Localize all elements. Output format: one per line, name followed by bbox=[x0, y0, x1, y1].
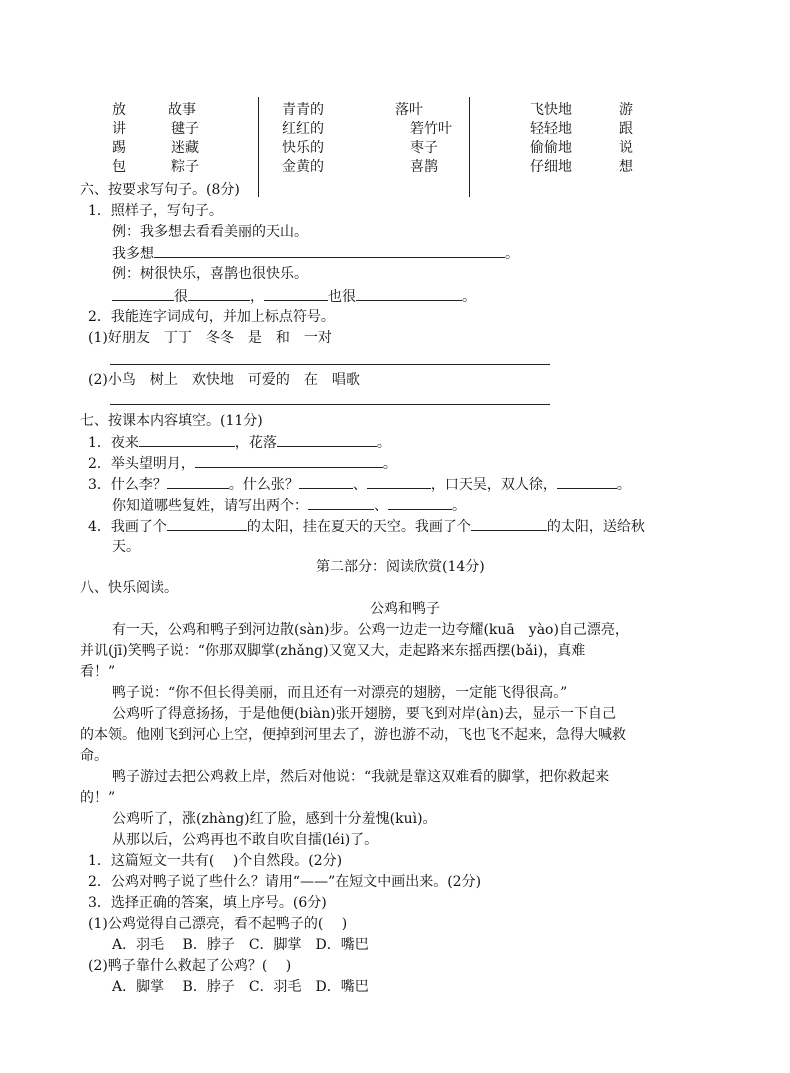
match-right-1: 故事 bbox=[168, 102, 196, 118]
sec7-q3-end: 。 bbox=[616, 477, 631, 493]
part-2-title: 第二部分：阅读欣赏(14分) bbox=[316, 559, 485, 575]
sec7-q3e-end: 。 bbox=[452, 498, 466, 514]
sec8-q3-1-options: A．羽毛 B．脖子 C．脚掌 D．嘴巴 bbox=[112, 937, 369, 953]
sec7-q2-end: 。 bbox=[382, 456, 397, 472]
match-noun-1: 落叶 bbox=[395, 102, 423, 118]
sec6-q2-words-1: (1)好朋友 丁丁 冬冬 是 和 一对 bbox=[88, 330, 332, 346]
sec6-fill2-end: 。 bbox=[462, 289, 476, 305]
match-left-4: 包 bbox=[112, 159, 126, 175]
story-p3-l2: 的本领。他刚飞到河心上空，便掉到河里去了，游也游不动，飞也飞不起来，急得大喊救 bbox=[80, 727, 626, 743]
sec7-q4 bbox=[88, 516, 645, 537]
match-verb-3: 说 bbox=[619, 140, 633, 156]
sec7-q3-c: 、 bbox=[352, 477, 367, 493]
sec6-fill1-end: 。 bbox=[505, 246, 519, 262]
sec7-q4-end: 天。 bbox=[112, 539, 140, 555]
sec7-q1-b: ，花落 bbox=[234, 435, 277, 451]
sec7-q1 bbox=[88, 432, 391, 453]
answer-line-1[interactable] bbox=[110, 364, 550, 365]
answer-blank-5[interactable] bbox=[195, 453, 383, 468]
sec8-q3: 3．选择正确的答案，填上序号。(6分) bbox=[88, 895, 327, 911]
table-divider-2 bbox=[469, 97, 470, 197]
answer-blank-1[interactable] bbox=[154, 243, 505, 258]
story-p5: 公鸡听了，涨(zhàng)红了脸，感到十分羞愧(kuì)。 bbox=[112, 811, 437, 827]
sec7-q1-end: 。 bbox=[376, 435, 391, 451]
sec6-q1: 1．照样子，写句子。 bbox=[88, 203, 223, 219]
sec6-comma: ， bbox=[250, 289, 264, 305]
answer-blank-13[interactable] bbox=[471, 516, 547, 531]
sec7-q4-b: 的太阳，挂在夏天的天空。我画了个 bbox=[246, 519, 471, 535]
sec6-example-2: 例：树很快乐，喜鹊也很快乐。 bbox=[112, 266, 308, 282]
answer-blank-8[interactable] bbox=[367, 474, 431, 489]
answer-blank-2d[interactable] bbox=[356, 286, 462, 301]
match-adv-4: 仔细地 bbox=[530, 159, 572, 175]
match-verb-2: 跟 bbox=[619, 121, 633, 137]
sec7-q3-b: 。什么张？ bbox=[228, 477, 299, 493]
story-p2: 鸭子说：“你不但长得美丽，而且还有一对漂亮的翅膀，一定能飞得很高。” bbox=[112, 685, 568, 701]
answer-blank-2c[interactable] bbox=[264, 286, 328, 301]
story-p6: 从那以后，公鸡再也不敢自吹自擂(léi)了。 bbox=[112, 832, 379, 848]
match-verb-4: 想 bbox=[619, 159, 633, 175]
answer-blank-2a[interactable] bbox=[112, 286, 174, 301]
match-adj-1: 青青的 bbox=[282, 102, 324, 118]
sec8-q3-2: (2)鸭子靠什么救起了公鸡？( ) bbox=[88, 958, 292, 974]
sec6-fill-1 bbox=[112, 243, 519, 264]
story-p1-l3: 看！” bbox=[80, 664, 116, 680]
answer-blank-2b[interactable] bbox=[188, 286, 250, 301]
answer-blank-11[interactable] bbox=[388, 495, 452, 510]
sec7-q3-sep: 、 bbox=[374, 498, 388, 514]
story-p1-l2: 并讥(jī)笑鸭子说：“你那双脚掌(zhǎng)又宽又大，走起路来东摇西摆(bǎi)，真难 bbox=[80, 643, 586, 659]
story-p3-l3: 命。 bbox=[80, 748, 108, 764]
sec6-fill-2 bbox=[112, 286, 476, 307]
section-7-title: 七、按课本内容填空。(11分) bbox=[80, 413, 263, 429]
story-p4-l1: 鸭子游过去把公鸡救上岸，然后对他说：“我就是靠这双难看的脚掌，把你救起来 bbox=[112, 769, 610, 785]
sec6-example-1: 例：我多想去看看美丽的天山。 bbox=[112, 224, 308, 240]
match-adj-3: 快乐的 bbox=[282, 140, 324, 156]
match-right-2: 毽子 bbox=[171, 121, 199, 137]
sec7-q3-a: 3．什么李？ bbox=[88, 477, 167, 493]
story-p3-l1: 公鸡听了得意扬扬，于是他便(biàn)张开翅膀，要飞到对岸(àn)去，显示一下自己 bbox=[112, 706, 617, 722]
sec7-q3-surnames bbox=[112, 495, 466, 516]
answer-blank-9[interactable] bbox=[557, 474, 617, 489]
sec7-q2 bbox=[88, 453, 397, 474]
section-6-title: 六、按要求写句子。(8分) bbox=[80, 182, 240, 198]
sec7-q3-d: ，口天吴，双人徐， bbox=[430, 477, 557, 493]
story-title: 公鸡和鸭子 bbox=[370, 601, 440, 617]
answer-blank-4[interactable] bbox=[277, 432, 377, 447]
sec7-q4-c: 的太阳，送给秋 bbox=[546, 519, 645, 535]
match-adv-3: 偷偷地 bbox=[530, 140, 572, 156]
sec6-q2: 2．我能连字词成句，并加上标点符号。 bbox=[88, 309, 335, 325]
sec7-q2-a: 2．举头望明月， bbox=[88, 456, 195, 472]
match-right-4: 粽子 bbox=[171, 159, 199, 175]
match-noun-4: 喜鹊 bbox=[410, 159, 438, 175]
sec8-q1: 1．这篇短文一共有( )个自然段。(2分) bbox=[88, 853, 343, 869]
match-adv-2: 轻轻地 bbox=[530, 121, 572, 137]
answer-line-2[interactable] bbox=[110, 404, 550, 405]
match-left-2: 讲 bbox=[112, 121, 126, 137]
match-noun-2: 箬竹叶 bbox=[410, 121, 452, 137]
sec8-q2: 2．公鸡对鸭子说了些什么？请用“——”在短文中画出来。(2分) bbox=[88, 874, 482, 890]
sec8-q3-1: (1)公鸡觉得自己漂亮，看不起鸭子的( ) bbox=[88, 916, 348, 932]
match-adj-2: 红红的 bbox=[282, 121, 324, 137]
sec6-yehen: 也很 bbox=[328, 289, 356, 305]
answer-blank-3[interactable] bbox=[139, 432, 235, 447]
match-right-3: 迷藏 bbox=[171, 140, 199, 156]
sec7-q3 bbox=[88, 474, 631, 495]
section-8-title: 八、快乐阅读。 bbox=[80, 580, 178, 596]
sec8-q3-2-options: A．脚掌 B．脖子 C．羽毛 D．嘴巴 bbox=[112, 979, 369, 995]
match-noun-3: 枣子 bbox=[410, 140, 438, 156]
table-divider-1 bbox=[258, 97, 259, 197]
sec7-q4-a: 4．我画了个 bbox=[88, 519, 167, 535]
sec6-q2-words-2: (2)小鸟 树上 欢快地 可爱的 在 唱歌 bbox=[88, 372, 360, 388]
match-verb-1: 游 bbox=[619, 102, 633, 118]
story-p4-l2: 的！” bbox=[80, 790, 116, 806]
sec6-hen: 很 bbox=[174, 289, 188, 305]
sec6-fill1-prefix: 我多想 bbox=[112, 246, 154, 262]
answer-blank-12[interactable] bbox=[167, 516, 247, 531]
answer-blank-10[interactable] bbox=[308, 495, 374, 510]
match-left-3: 踢 bbox=[112, 140, 126, 156]
match-adv-1: 飞快地 bbox=[530, 102, 572, 118]
match-adj-4: 金黄的 bbox=[282, 159, 324, 175]
sec7-q3-e: 你知道哪些复姓，请写出两个： bbox=[112, 498, 308, 514]
answer-blank-7[interactable] bbox=[299, 474, 353, 489]
match-left-1: 放 bbox=[112, 102, 126, 118]
answer-blank-6[interactable] bbox=[167, 474, 229, 489]
sec7-q1-a: 1．夜来 bbox=[88, 435, 139, 451]
story-p1-l1: 有一天，公鸡和鸭子到河边散(sàn)步。公鸡一边走一边夸耀(kuā yào)自己漂亮， bbox=[112, 622, 629, 638]
